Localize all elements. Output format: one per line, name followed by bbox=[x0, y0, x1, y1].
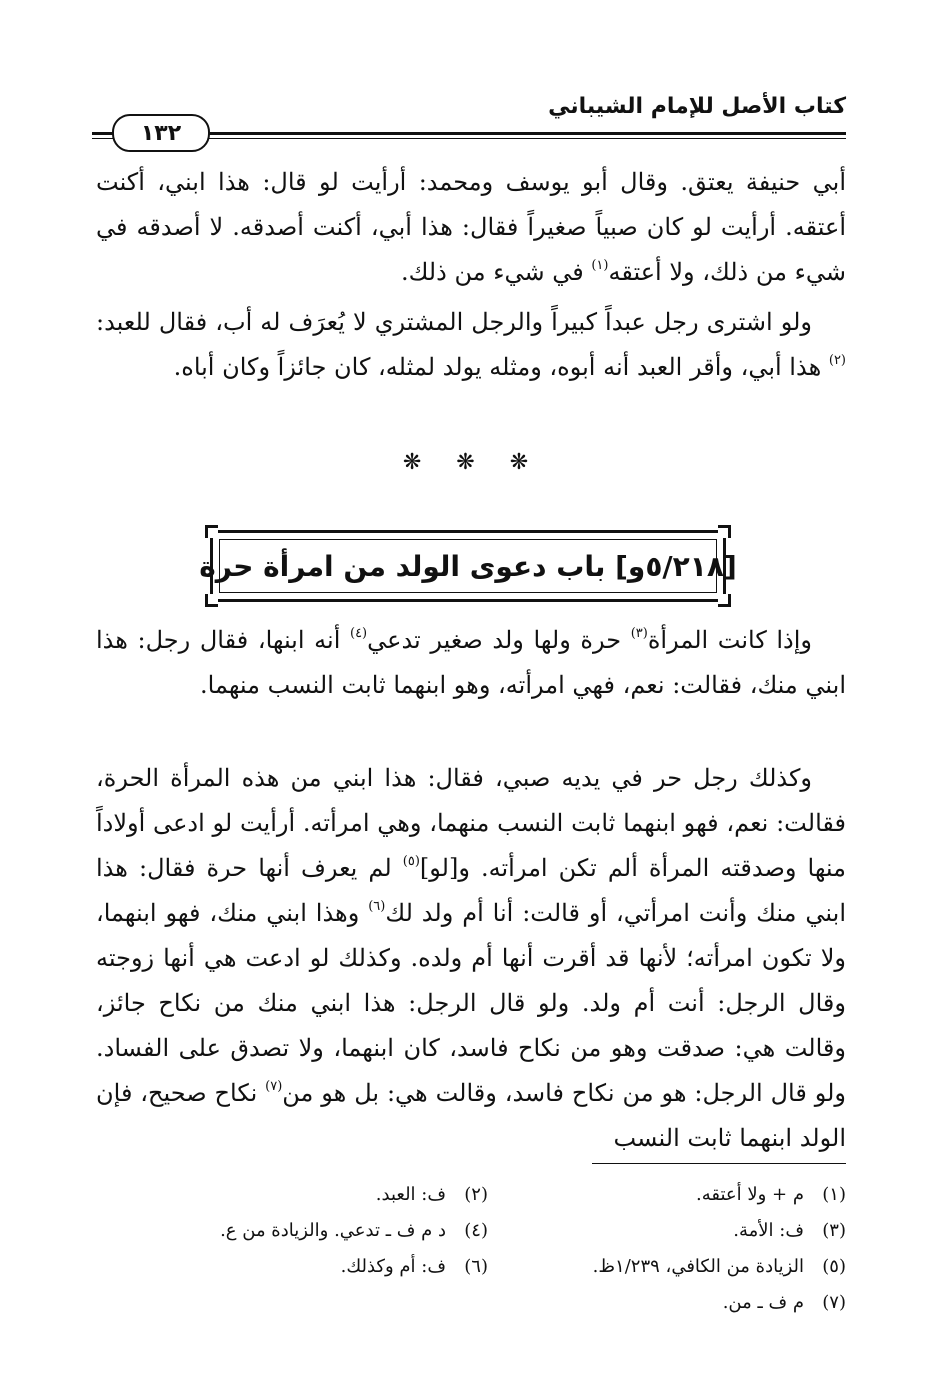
paragraph-4-text-d: نكاح صحيح، فإن الولد ابنهما ثابت النسب bbox=[96, 1079, 846, 1152]
paragraph-2-text-b: هذا أبي، وأقر العبد أنه أبوه، ومثله يولد لمثله، كان جائزاً وكان أباه. bbox=[173, 353, 829, 381]
chapter-title-box bbox=[199, 530, 737, 602]
footnote-text: د م ف ـ تدعي. والزيادة من ع. bbox=[220, 1220, 446, 1241]
footnote-ref-3: (٣) bbox=[630, 626, 648, 641]
paragraph-3-text-a: وإذا كانت المرأة bbox=[647, 626, 812, 654]
footnote-number: (٦) bbox=[464, 1256, 488, 1277]
footnote-4 bbox=[150, 1214, 488, 1248]
frame-corner bbox=[205, 525, 218, 538]
page-header bbox=[92, 92, 846, 148]
footnote-number: (٥) bbox=[822, 1256, 846, 1277]
paragraph-2 bbox=[96, 300, 846, 390]
footnote-separator bbox=[592, 1163, 846, 1164]
frame-corner bbox=[205, 594, 218, 607]
footnote-number: (١) bbox=[822, 1184, 846, 1205]
paragraph-3-text-c: أنه ابنها، فقال رجل: هذا ابني منك، فقالت: نعم، فهي امرأته، وهو ابنهما ثابت النسب منهما. bbox=[96, 626, 846, 699]
footnote-7 bbox=[508, 1286, 846, 1320]
paragraph-2-text-a: ولو اشترى رجل عبداً كبيراً والرجل المشتري لا يُعرَف له أب، فقال للعبد: bbox=[96, 308, 812, 336]
frame-corner bbox=[718, 594, 731, 607]
footnote-ref-4: (٤) bbox=[349, 626, 368, 641]
footnote-5 bbox=[508, 1250, 846, 1284]
footnote-number: (٣) bbox=[822, 1220, 846, 1241]
paragraph-3 bbox=[96, 618, 846, 708]
footnote-number: (٧) bbox=[822, 1292, 846, 1313]
frame-corner bbox=[718, 525, 731, 538]
footnote-2 bbox=[150, 1178, 488, 1212]
footnote-1 bbox=[508, 1178, 846, 1212]
chapter-title: [٥/٢١٨و] باب دعوى الولد من امرأة حرة bbox=[199, 549, 737, 583]
section-ornament: ❋ ❋ ❋ bbox=[402, 450, 543, 475]
footnote-ref-7: (٧) bbox=[265, 1079, 283, 1094]
paragraph-4 bbox=[96, 756, 846, 1161]
footnote-number: (٤) bbox=[464, 1220, 488, 1241]
paragraph-3-text-b: حرة ولها ولد صغير تدعي bbox=[367, 626, 631, 654]
footnote-ref-5: (٥) bbox=[402, 854, 420, 869]
footnote-ref-1: (١) bbox=[591, 258, 609, 273]
paragraph-1-text: أبي حنيفة يعتق. وقال أبو يوسف ومحمد: أرأيت لو قال: هذا ابني، أكنت أعتقه. أرأيت لو كان صبياً صغيراً فقال: هذا أبي، أكنت أصدقه. لا أصدقه في شيء من ذلك، ولا أعتقه bbox=[96, 168, 846, 286]
paragraph-4-text-a: وكذلك رجل حر في يديه صبي، فقال: هذا ابني من هذه المرأة الحرة، فقالت: نعم، فهو ابنهما ثابت النسب منهما، وهي امرأته. أرأيت لو ادعى أولاداً منها وصدقته المرأة ألم تكن امرأته. و[لو] bbox=[96, 764, 847, 882]
paragraph-1 bbox=[96, 160, 846, 295]
footnote-text: ف: العبد. bbox=[375, 1184, 446, 1205]
paragraph-4-text-c: وهذا ابني منك، فهو ابنهما، ولا تكون امرأته؛ لأنها قد أقرت أنها أم ولده. وكذلك لو ادعت هي أنها زوجته وقال الرجل: أنت أم ولد. ولو قال الرجل: هذا ابني منك من نكاح جائز، وقالت هي: صدقت وهو من نكاح فاسد، كان ابنهما، ولا تصدق على الفساد. ولو قال الرجل: هو من نكاح فاسد، وقالت هي: بل هو من bbox=[96, 899, 846, 1107]
footnote-3 bbox=[508, 1214, 846, 1248]
running-title: كتاب الأصل للإمام الشيباني bbox=[548, 94, 846, 119]
paragraph-1-tail: في شيء من ذلك. bbox=[400, 258, 592, 286]
footnote-number: (٢) bbox=[464, 1184, 488, 1205]
page-number-frame bbox=[112, 114, 210, 152]
chapter-title-inner bbox=[199, 539, 737, 593]
footnote-text: ف: أم وكذلك. bbox=[340, 1256, 446, 1277]
footnote-ref-2: (٢) bbox=[828, 353, 846, 368]
footnote-text: م + ولا أعتقه. bbox=[696, 1184, 804, 1205]
footnote-text: م ف ـ من. bbox=[722, 1292, 804, 1313]
footnote-6 bbox=[150, 1250, 488, 1284]
page-number: ١٣٢ bbox=[140, 120, 182, 146]
footnote-ref-6: (٦) bbox=[368, 899, 386, 914]
paragraph-4-text-b: لم يعرف أنها حرة فقال: هذا ابني منك وأنت امرأتي، أو قالت: أنا أم ولد لك bbox=[96, 854, 846, 927]
footnotes bbox=[150, 1178, 846, 1320]
footnote-text: الزيادة من الكافي، ١/٢٣٩ظ. bbox=[592, 1256, 804, 1277]
footnote-text: ف: الأمة. bbox=[733, 1220, 804, 1241]
